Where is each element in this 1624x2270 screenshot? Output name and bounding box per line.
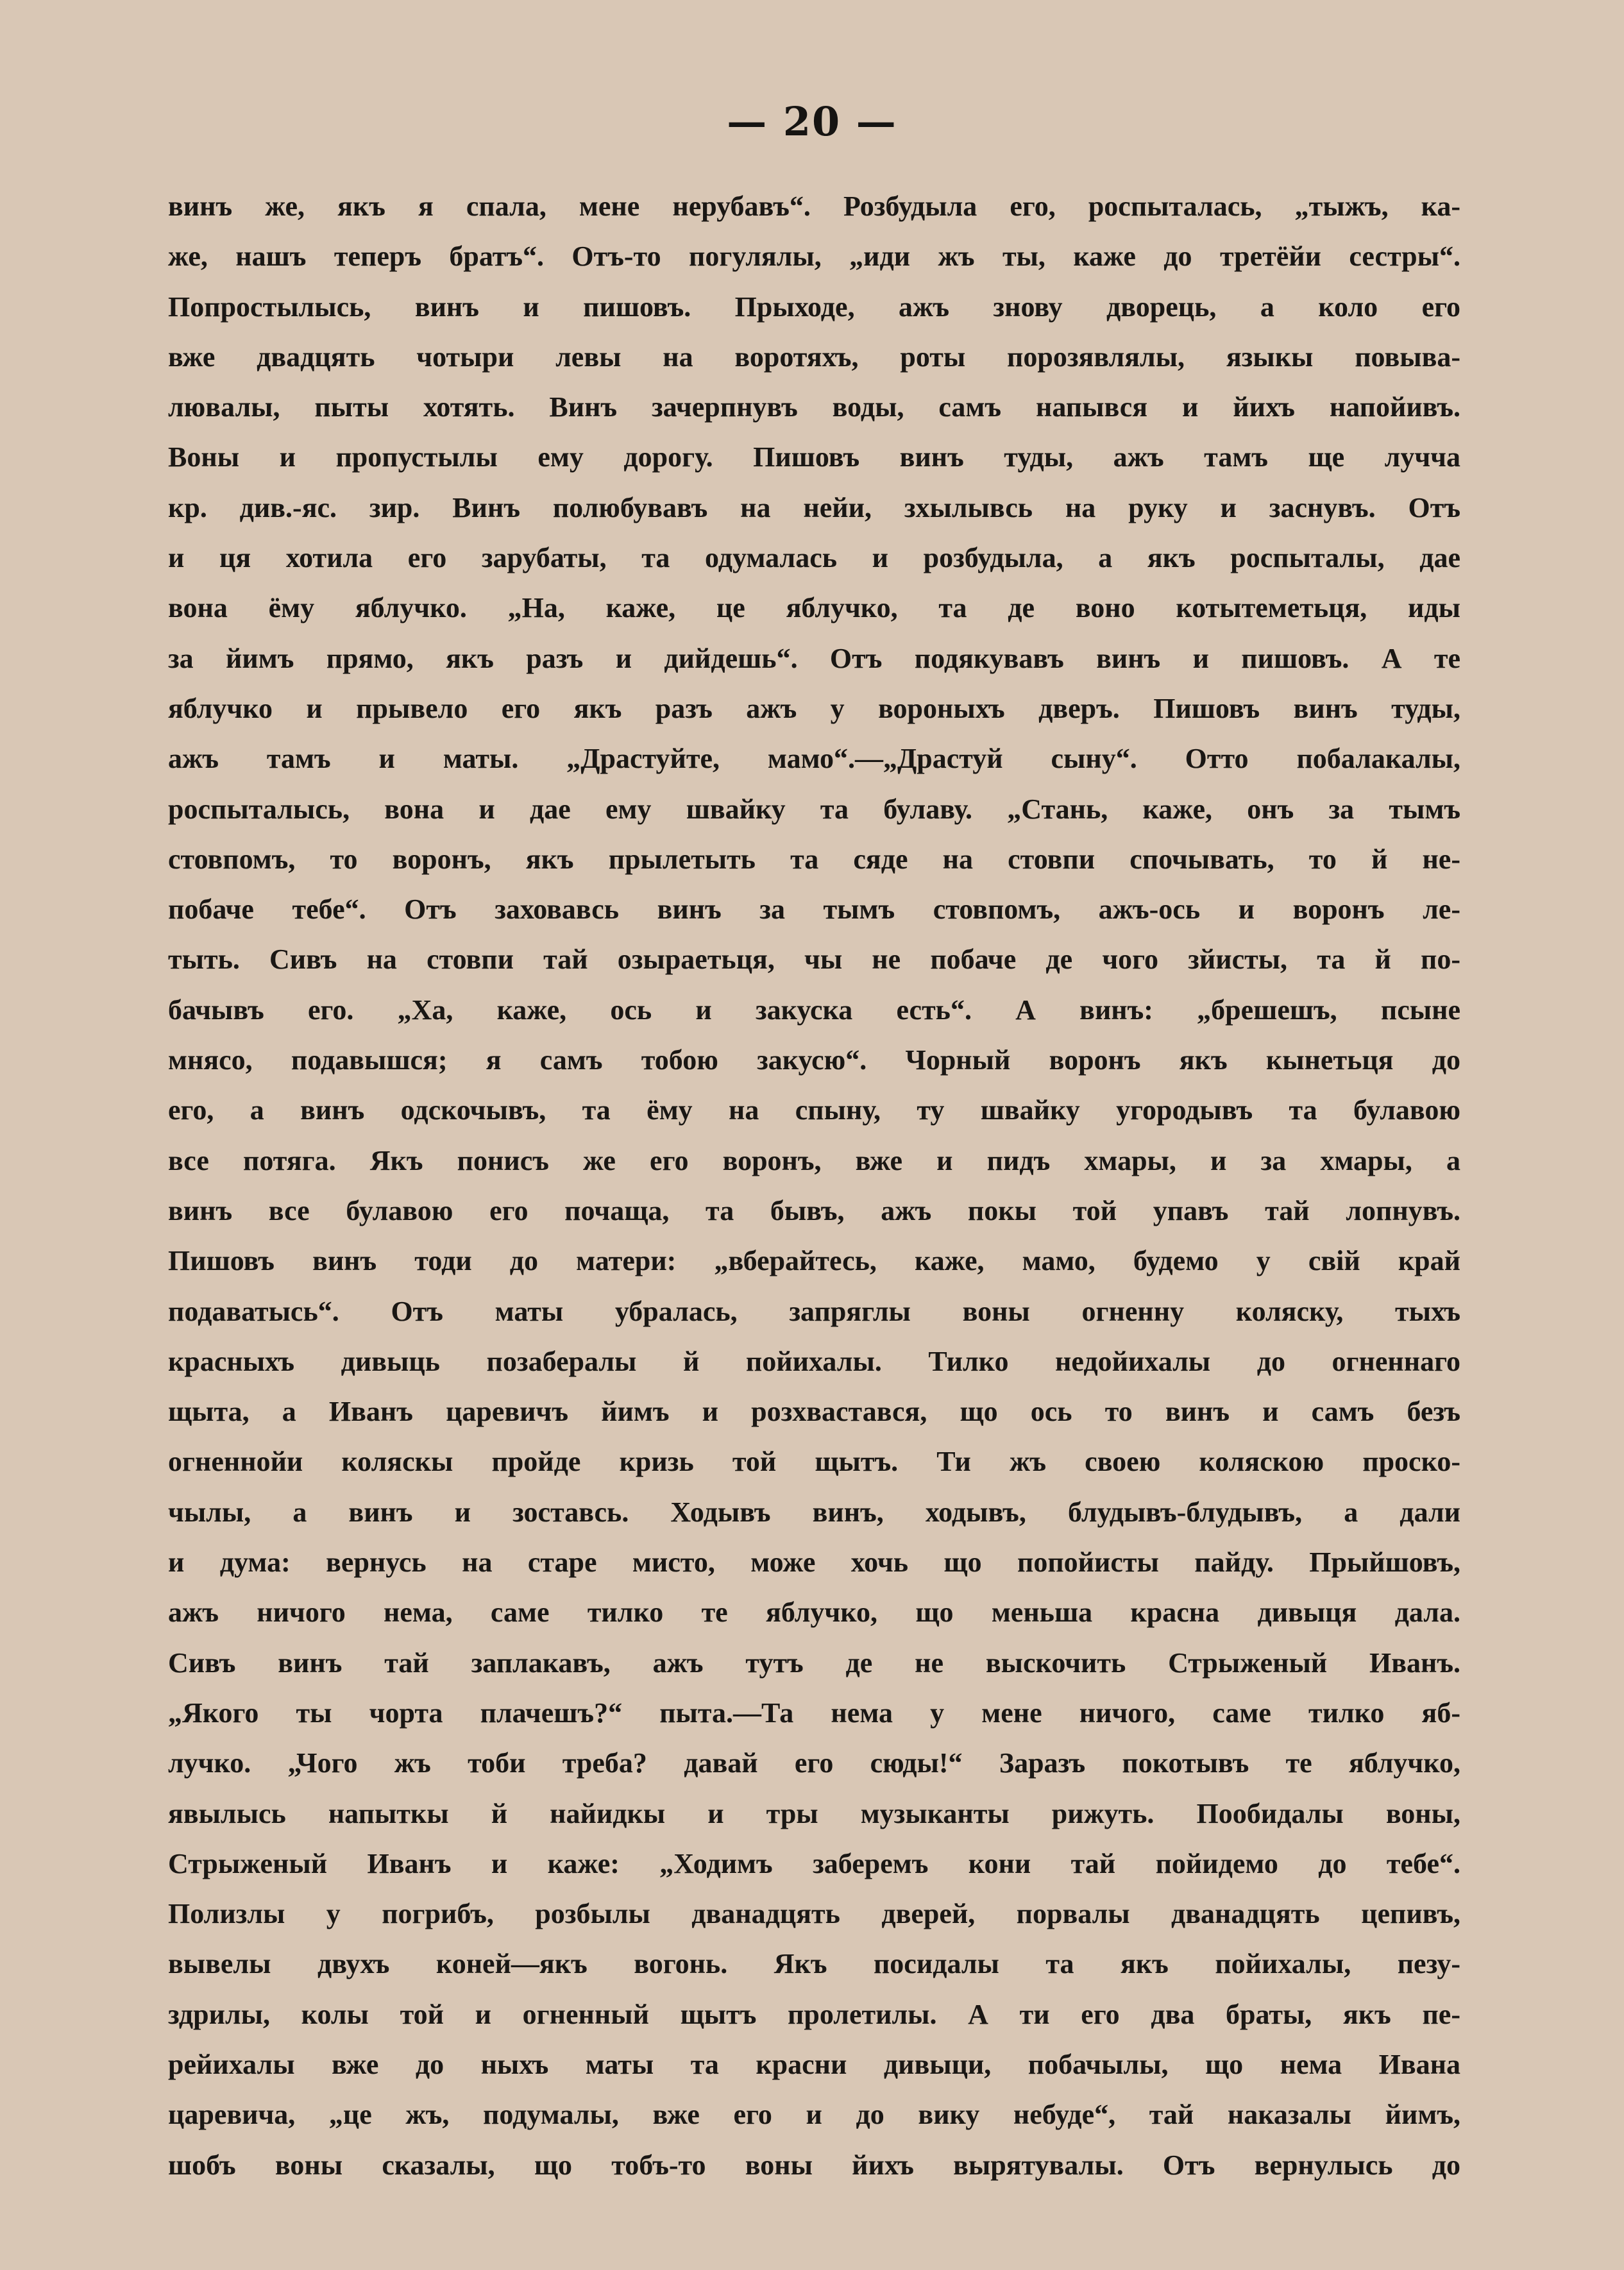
text-line: Пишовъ винъ тоди до матери: „вберайтесь, каже, мамо, будемо у свій край [168, 1245, 1460, 1277]
page-number: — 20 — [727, 98, 897, 145]
text-line: стовпомъ, то воронъ, якъ прылетыть та сяде на стовпи спочывать, то й не- [168, 843, 1460, 875]
text-line: шобъ воны сказалы, що тобъ-то воны йихъ вырятувалы. Отъ вернулысь до [168, 2149, 1460, 2181]
text-line: бачывъ его. „Ха, каже, ось и закуска есть“. А винъ: „брешешъ, псыне [168, 994, 1460, 1026]
text-line: лювалы, пыты хотять. Винъ зачерпнувъ воды, самъ напывся и йихъ напойивъ. [168, 391, 1460, 423]
text-line: яблучко и прывело его якъ разъ ажъ у вороныхъ дверъ. Пишовъ винъ туды, [168, 692, 1460, 724]
text-line: вже двадцять чотыри левы на воротяхъ, роты порозявлялы, языкы повыва- [168, 341, 1460, 373]
text-line: подаватысь“. Отъ маты убралась, запряглы воны огненну коляску, тыхъ [168, 1295, 1460, 1327]
text-line: же, нашъ теперъ братъ“. Отъ-то погулялы, „иди жъ ты, каже до третёйи сестры“. [168, 241, 1460, 273]
text-line: винъ все булавою его почаща, та бывъ, ажъ покы той упавъ тай лопнувъ. [168, 1194, 1460, 1226]
text-line: за йимъ прямо, якъ разъ и дийдешь“. Отъ подякувавъ винъ и пишовъ. А те [168, 642, 1460, 674]
text-line: вывелы двухъ коней—якъ вогонь. Якъ посидалы та якъ пойихалы, пезу- [168, 1948, 1460, 1980]
text-line: огненнойи коляскы пройде кризь той щытъ. Ти жъ своею коляскою проско- [168, 1446, 1460, 1478]
text-line: мнясо, подавышся; я самъ тобою закусю“. Чорный воронъ якъ кынетьця до [168, 1044, 1460, 1076]
text-line: тыть. Сивъ на стовпи тай озыраетьця, чы не побаче де чого зйисты, та й по- [168, 944, 1460, 976]
text-line: царевича, „це жъ, подумалы, вже его и до вику небуде“, тай наказалы йимъ, [168, 2099, 1460, 2131]
text-line: рейихалы вже до ныхъ маты та красни дивыци, побачылы, що нема Ивана [168, 2048, 1460, 2080]
text-line: здрилы, колы той и огненный щытъ пролетилы. А ти его два браты, якъ пе- [168, 1998, 1460, 2030]
text-line: Стрыженый Иванъ и каже: „Ходимъ заберемъ кони тай пойидемо до тебе“. [168, 1847, 1460, 1879]
text-line: „Якого ты чорта плачешъ?“ пыта.—Та нема у мене ничого, саме тилко яб- [168, 1697, 1460, 1729]
text-line: явылысь напыткы й найидкы и тры музыканты рижуть. Пообидалы воны, [168, 1797, 1460, 1829]
text-line: ажъ ничого нема, саме тилко те яблучко, що меньша красна дивыця дала. [168, 1597, 1460, 1629]
text-line: Сивъ винъ тай заплакавъ, ажъ тутъ де не выскочить Стрыженый Иванъ. [168, 1647, 1460, 1679]
text-line: Попростылысь, винъ и пишовъ. Прыходе, ажъ знову дворець, а коло его [168, 291, 1460, 323]
text-line: Воны и пропустылы ему дорогу. Пишовъ винъ туды, ажъ тамъ ще лучча [168, 441, 1460, 473]
text-line: чылы, а винъ и зоставсь. Ходывъ винъ, ходывъ, блудывъ-блудывъ, а дали [168, 1496, 1460, 1528]
text-line: роспыталысь, вона и дае ему швайку та булаву. „Стань, каже, онъ за тымъ [168, 793, 1460, 825]
body-text [168, 182, 1460, 2190]
text-line: Полизлы у погрибъ, розбылы дванадцять дверей, порвалы дванадцять цепивъ, [168, 1898, 1460, 1930]
text-line: ажъ тамъ и маты. „Драстуйте, мамо“.—„Драстуй сыну“. Отто побалакалы, [168, 743, 1460, 775]
text-line: его, а винъ одскочывъ, та ёму на спыну, ту швайку угородывъ та булавою [168, 1094, 1460, 1126]
text-line: щыта, а Иванъ царевичъ йимъ и розхвастався, що ось то винъ и самъ безъ [168, 1396, 1460, 1428]
text-line: и ця хотила его зарубаты, та одумалась и розбудыла, а якъ роспыталы, дае [168, 542, 1460, 574]
text-line: кр. див.-яс. зир. Винъ полюбувавъ на нейи, зхылывсь на руку и заснувъ. Отъ [168, 491, 1460, 523]
text-line: вона ёму яблучко. „На, каже, це яблучко, та де воно котытеметьця, иды [168, 592, 1460, 624]
text-line: и дума: вернусь на старе мисто, може хочь що попойисты пайду. Прыйшовъ, [168, 1546, 1460, 1579]
text-line: все потяга. Якъ понисъ же его воронъ, вже и пидъ хмары, и за хмары, а [168, 1144, 1460, 1176]
text-line: винъ же, якъ я спала, мене нерубавъ“. Розбудыла его, роспыталась, „тыжъ, ка- [168, 191, 1460, 222]
text-line: лучко. „Чого жъ тоби треба? давай его сюды!“ Заразъ покотывъ те яблучко, [168, 1747, 1460, 1779]
text-line: красныхъ дивыць позабералы й пойихалы. Тилко недойихалы до огненнаго [168, 1345, 1460, 1377]
text-line: побаче тебе“. Отъ заховавсь винъ за тымъ стовпомъ, ажъ-ось и воронъ ле- [168, 894, 1460, 926]
